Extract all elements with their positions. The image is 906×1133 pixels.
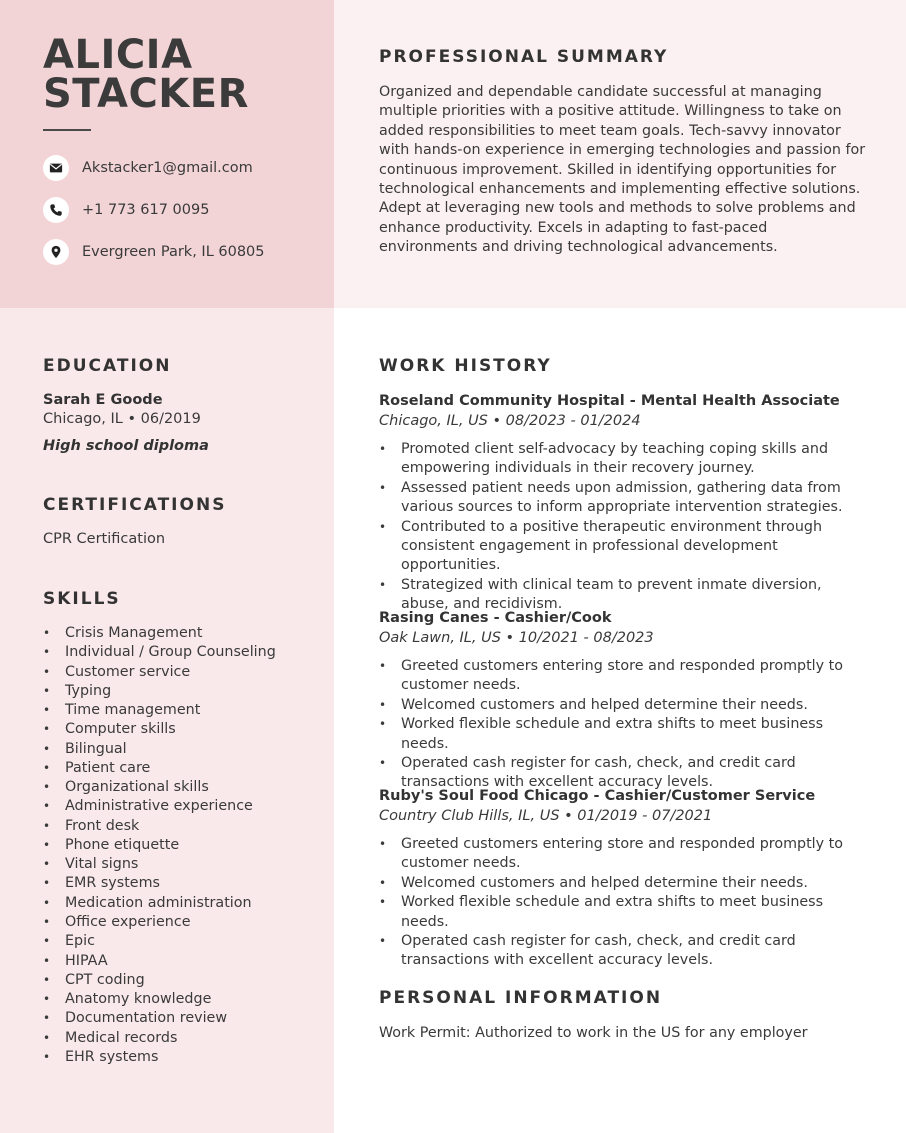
location-text: Evergreen Park, IL 60805 <box>82 244 265 260</box>
job-duties <box>379 657 869 793</box>
skill-item: • Individual / Group Counseling <box>43 643 276 662</box>
skill-item: • Customer service <box>43 663 276 682</box>
job-entry <box>379 787 869 971</box>
skills-heading: SKILLS <box>43 589 121 609</box>
skill-item: • HIPAA <box>43 952 276 971</box>
skill-item: • Computer skills <box>43 720 276 739</box>
job-location-dates: Chicago, IL, US • 08/2023 - 01/2024 <box>379 413 641 429</box>
skill-item: • Medication administration <box>43 894 276 913</box>
job-duty: • Strategized with clinical team to prevent inmate diversion, abuse, and recidivism. <box>379 576 869 615</box>
skill-item: • CPT coding <box>43 971 276 990</box>
job-title: Roseland Community Hospital - Mental Health Associate <box>379 393 840 409</box>
education-school: Sarah E Goode <box>43 392 163 408</box>
job-location-dates: Country Club Hills, IL, US • 01/2019 - 07/2021 <box>379 808 713 824</box>
skill-item: • Patient care <box>43 759 276 778</box>
envelope-icon <box>43 155 69 181</box>
job-duty: • Worked flexible schedule and extra shifts to meet business needs. <box>379 715 869 754</box>
certifications-heading: CERTIFICATIONS <box>43 495 227 515</box>
job-entry <box>379 392 869 615</box>
job-duty: • Operated cash register for cash, check, and credit card transactions with excellent accuracy levels. <box>379 754 869 793</box>
candidate-name <box>43 32 249 117</box>
summary-heading: PROFESSIONAL SUMMARY <box>379 47 669 67</box>
email-text[interactable]: Akstacker1@gmail.com <box>82 160 253 176</box>
job-duty: • Worked flexible schedule and extra shifts to meet business needs. <box>379 893 869 932</box>
skill-item: • Office experience <box>43 913 276 932</box>
name-divider <box>43 129 91 131</box>
skill-item: • Phone etiquette <box>43 836 276 855</box>
job-duty: • Contributed to a positive therapeutic environment through consistent engagement in professional development opportunities. <box>379 518 869 576</box>
education-degree: High school diploma <box>43 438 209 454</box>
job-duty: • Operated cash register for cash, check, and credit card transactions with excellent accuracy levels. <box>379 932 869 971</box>
job-duty: • Welcomed customers and helped determine their needs. <box>379 696 869 715</box>
job-title: Rasing Canes - Cashier/Cook <box>379 610 612 626</box>
skill-item: • EMR systems <box>43 874 276 893</box>
job-duty: • Assessed patient needs upon admission, gathering data from various sources to inform appropriate intervention strategies. <box>379 479 869 518</box>
job-duty: • Greeted customers entering store and responded promptly to customer needs. <box>379 835 869 874</box>
skill-item: • Front desk <box>43 817 276 836</box>
skill-item: • Organizational skills <box>43 778 276 797</box>
job-title: Ruby's Soul Food Chicago - Cashier/Customer Service <box>379 788 816 804</box>
map-pin-icon <box>43 239 69 265</box>
job-duties <box>379 835 869 971</box>
skills-list <box>43 624 276 1067</box>
work-history-heading: WORK HISTORY <box>379 356 552 376</box>
summary-text: Organized and dependable candidate successful at managing multiple priorities with a positive attitude. Willingness to take on added responsibilities to meet team goals. Tech-savvy innovator with hands-on experience in emerging technologies and passion for continuous improvement. Skilled in identifying opportunities for technological enhancements and implementing effective solutions. Adept at leveraging new tools and methods to solve problems and enhance productivity. Excels in adapting to fast-paced environments and driving technological advancements. <box>379 84 866 256</box>
job-duties <box>379 440 869 615</box>
contact-email[interactable] <box>43 155 253 181</box>
job-duty: • Welcomed customers and helped determine their needs. <box>379 874 869 893</box>
skill-item: • Medical records <box>43 1029 276 1048</box>
skill-item: • EHR systems <box>43 1048 276 1067</box>
phone-text[interactable]: +1 773 617 0095 <box>82 202 210 218</box>
last-name: STACKER <box>43 71 249 117</box>
contact-location <box>43 239 265 265</box>
job-location-dates: Oak Lawn, IL, US • 10/2021 - 08/2023 <box>379 630 654 646</box>
skill-item: • Anatomy knowledge <box>43 990 276 1009</box>
education-location-date: Chicago, IL • 06/2019 <box>43 411 201 427</box>
phone-icon <box>43 197 69 223</box>
skill-item: • Administrative experience <box>43 797 276 816</box>
education-heading: EDUCATION <box>43 356 172 376</box>
skill-item: • Epic <box>43 932 276 951</box>
skill-item: • Bilingual <box>43 740 276 759</box>
skill-item: • Time management <box>43 701 276 720</box>
personal-info-text: Work Permit: Authorized to work in the US for any employer <box>379 1025 808 1041</box>
skill-item: • Vital signs <box>43 855 276 874</box>
skill-item: • Documentation review <box>43 1009 276 1028</box>
skill-item: • Crisis Management <box>43 624 276 643</box>
job-duty: • Greeted customers entering store and responded promptly to customer needs. <box>379 657 869 696</box>
personal-info-heading: PERSONAL INFORMATION <box>379 988 663 1008</box>
job-entry <box>379 609 869 793</box>
skill-item: • Typing <box>43 682 276 701</box>
certification-item: CPR Certification <box>43 531 166 547</box>
job-duty: • Promoted client self-advocacy by teaching coping skills and empowering individuals in their recovery journey. <box>379 440 869 479</box>
contact-phone[interactable] <box>43 197 209 223</box>
first-name: ALICIA <box>43 32 193 78</box>
